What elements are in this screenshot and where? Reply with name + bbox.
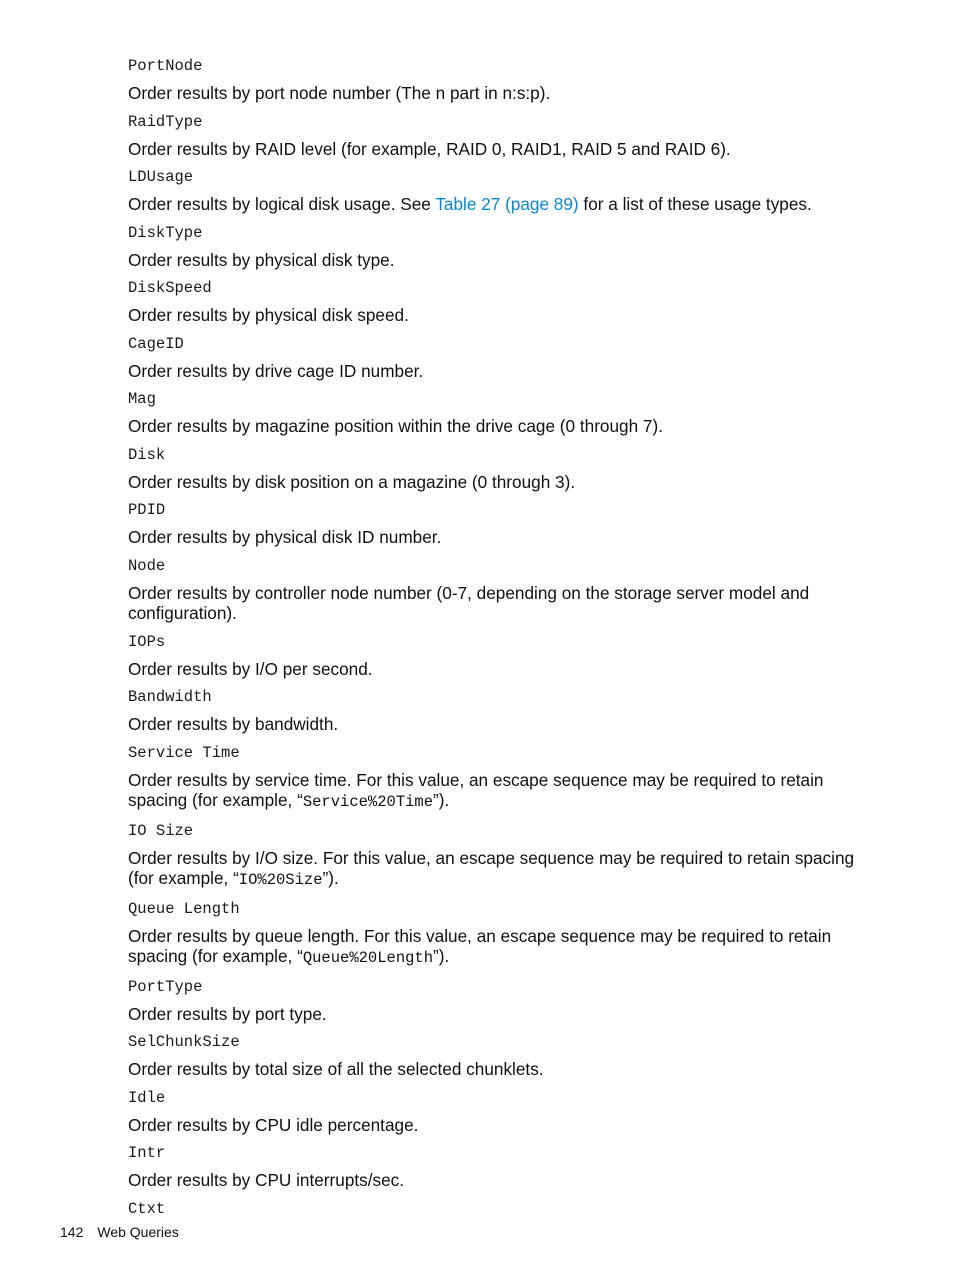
option-description: Order results by RAID level (for example, RAID 0, RAID1, RAID 5 and RAID 6). (128, 138, 731, 159)
option-description: Order results by physical disk speed. (128, 305, 409, 325)
option-description: Order results by port node number (The n part in n:s:p). (128, 83, 551, 103)
option-description: Order results by controller node number (0-7, depending on the storage server model and configuration). (128, 582, 810, 623)
option-description: Order results by CPU interrupts/sec. (128, 1170, 405, 1190)
description-text: ”). (433, 790, 450, 810)
option-description (128, 926, 873, 969)
option-term: IO Size (128, 821, 194, 840)
option-description: Order results by physical disk type. (128, 249, 395, 270)
option-term: RaidType (128, 112, 203, 131)
description-text: Order results by I/O size. For this value, an escape sequence may be required to retain spacing (for example, “ (128, 847, 855, 888)
option-term: Idle (128, 1088, 166, 1107)
section-title: Web Queries (97, 1224, 179, 1240)
page-footer (60, 1223, 179, 1241)
option-description (128, 194, 873, 215)
option-term: Mag (128, 390, 156, 408)
option-term: CageID (128, 334, 184, 353)
option-term: Service Time (128, 743, 240, 762)
option-description: Order results by total size of all the selected chunklets. (128, 1059, 544, 1079)
option-term: Queue Length (128, 899, 240, 918)
option-description: Order results by CPU idle percentage. (128, 1114, 419, 1135)
description-text: Order results by service time. For this value, an escape sequence may be required to retain spacing (for example, “ (128, 769, 824, 810)
option-term: DiskSpeed (128, 279, 212, 297)
option-description (128, 848, 873, 891)
page-number: 142 (60, 1224, 84, 1240)
option-description: Order results by disk position on a magazine (0 through 3). (128, 471, 576, 492)
table-27-link[interactable]: Table 27 (page 89) (435, 194, 579, 214)
option-list (128, 56, 873, 1219)
option-term: Intr (128, 1144, 166, 1162)
description-text: for a list of these usage types. (578, 194, 812, 214)
option-term: DiskType (128, 223, 203, 242)
option-term: Disk (128, 445, 166, 464)
option-term: IOPs (128, 632, 166, 651)
option-term: PDID (128, 501, 166, 519)
escape-sequence-example: IO%20Size (238, 871, 323, 889)
option-term: SelChunkSize (128, 1033, 240, 1051)
option-term: LDUsage (128, 168, 194, 186)
escape-sequence-example: Queue%20Length (302, 949, 434, 967)
option-description: Order results by drive cage ID number. (128, 360, 424, 381)
option-description (128, 770, 873, 813)
description-text: Order results by logical disk usage. See (128, 194, 436, 214)
option-term: PortType (128, 977, 203, 996)
option-description: Order results by physical disk ID number. (128, 527, 442, 547)
option-description: Order results by bandwidth. (128, 714, 339, 734)
option-term: Bandwidth (128, 688, 212, 706)
description-text: ”). (322, 868, 339, 888)
option-description: Order results by magazine position within the drive cage (0 through 7). (128, 416, 663, 436)
option-term: PortNode (128, 57, 203, 75)
description-text: ”). (433, 946, 450, 966)
option-description: Order results by I/O per second. (128, 658, 373, 679)
option-description: Order results by port type. (128, 1003, 327, 1024)
description-text: Order results by queue length. For this value, an escape sequence may be required to retain spacing (for example, “ (128, 925, 832, 966)
option-term: Ctxt (128, 1199, 166, 1218)
escape-sequence-example: Service%20Time (302, 793, 434, 811)
option-term: Node (128, 556, 166, 575)
